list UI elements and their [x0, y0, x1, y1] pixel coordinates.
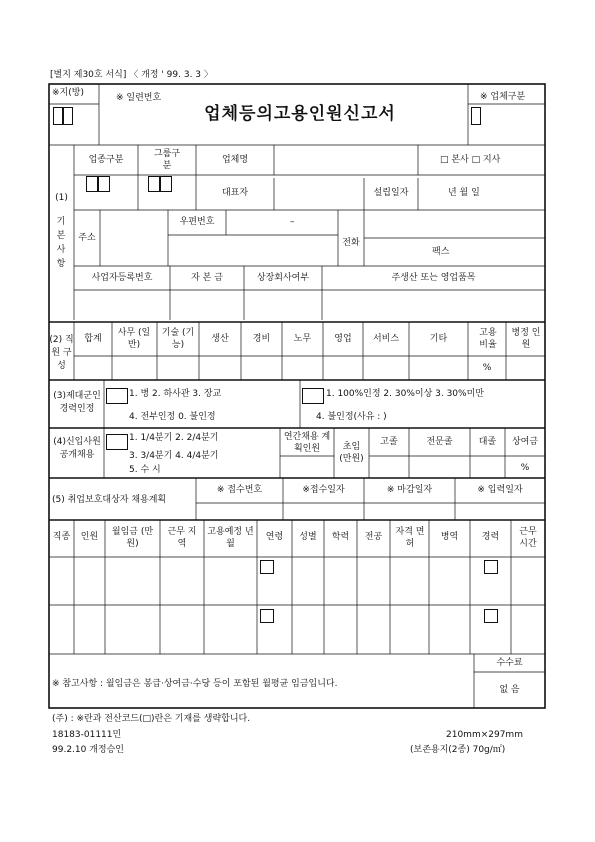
form-header: [별지 제30호 서식] 〈 개정 ' 99. 3. 3 〉: [50, 70, 213, 80]
hire-options-1: 1. 1/4분기 2. 2/4분기: [129, 433, 219, 443]
established-label: 설립일자: [373, 188, 409, 198]
group-code-box-2[interactable]: [160, 176, 172, 192]
staff-col-production: 생산: [211, 334, 229, 344]
postal-label: 우편번호: [179, 217, 215, 227]
plan-col-age: 연령: [265, 532, 284, 542]
deadline-label: ※ 마감일자: [386, 485, 433, 495]
group-code-box-1[interactable]: [148, 176, 160, 192]
receipt-date-label: ※접수일자: [302, 485, 345, 495]
postal-dash: –: [290, 217, 295, 227]
plan-col-military: 병역: [440, 532, 459, 542]
fax-label: 팩스: [432, 247, 450, 257]
basic-side-label: 기본사항: [56, 217, 66, 269]
high-school-label: 고졸: [380, 437, 398, 447]
plan-col-license: 자격 면허: [395, 527, 425, 549]
starting-pay-label: 초임 (만원): [339, 442, 364, 464]
group-type-label: 그룹구분: [153, 149, 181, 171]
hire-options-3: 5. 수 시: [129, 465, 161, 475]
plan-col-wage: 월임금 (만원): [111, 527, 154, 549]
biz-reg-label: 사업자등록번호: [91, 273, 153, 283]
plan-col-hours: 근무 시간: [519, 527, 537, 549]
page-title: 업체등의고용인원신고서: [204, 104, 396, 124]
veteran-side-label: (3)제대군인 경력인정: [53, 391, 101, 414]
hire-options-2: 3. 3/4분기 4. 4/4분기: [129, 451, 219, 461]
region-label: ※지(방): [52, 88, 84, 98]
entry-date-label: ※ 입력일자: [477, 485, 523, 495]
staff-col-sales: 영업: [334, 334, 352, 344]
plan-col-job: 직종: [52, 532, 71, 542]
region-code-box-1[interactable]: [53, 107, 63, 125]
hq-branch-options[interactable]: □ 본사 □ 지사: [440, 155, 501, 165]
veteran-code-box-1[interactable]: [106, 388, 128, 404]
staff-col-labor: 노무: [293, 334, 312, 344]
staff-side-label: (2) 직원 구성: [49, 335, 74, 371]
plan-col-region: 근무 지역: [167, 527, 197, 549]
company-type-code-box[interactable]: [471, 107, 481, 125]
veteran-code-box-2[interactable]: [302, 388, 324, 404]
region-code-box-2[interactable]: [63, 107, 73, 125]
university-label: 대졸: [478, 437, 497, 447]
career-code-box-1[interactable]: [484, 560, 498, 574]
hire-code-box[interactable]: [106, 434, 128, 450]
veteran-options-3: 1. 100%인정 2. 30%이상 3. 30%미만: [326, 389, 484, 399]
plan-col-gender: 성별: [299, 532, 317, 542]
address-label: 주소: [78, 233, 96, 243]
reference-note: ※ 참고사항 : 월임금은 봉급·상여금·수당 등이 포함된 월평균 임금입니다.: [52, 679, 338, 689]
staff-col-tech: 기술 (기능): [161, 328, 195, 350]
plan-col-hire-date: 고용예정 년월: [207, 527, 254, 549]
service-side-label: (5) 취업보호대상자 채용계획: [52, 495, 167, 505]
fee-label: 수수료: [496, 658, 523, 668]
fee-value: 없 음: [499, 685, 520, 695]
staff-col-security: 경비: [252, 334, 271, 344]
plan-col-major: 전공: [364, 532, 383, 542]
annual-plan-label: 연간채용 계획인원: [283, 432, 331, 454]
veteran-options-2: 4. 전부인정 0. 불인정: [129, 412, 216, 422]
representative-label: 대표자: [221, 188, 249, 198]
plan-col-career: 경력: [481, 532, 500, 542]
approval-date: 99.2.10 개정승인: [52, 745, 124, 755]
staff-col-ratio: 고용 비율: [479, 328, 497, 350]
plan-col-education: 학력: [331, 532, 350, 542]
paper-type: (보존용지(2종) 70g/㎡): [410, 745, 506, 755]
plan-col-headcount: 인원: [80, 532, 99, 542]
capital-label: 자 본 금: [191, 273, 223, 283]
staff-col-office: 사무 (일반): [117, 328, 151, 350]
phone-label: 전화: [342, 238, 360, 248]
products-label: 주생산 또는 영업품목: [391, 273, 476, 283]
age-code-box-1[interactable]: [260, 560, 274, 574]
form-code: 18183-01111민: [52, 730, 122, 740]
veteran-options-1: 1. 병 2. 하사관 3. 장교: [129, 389, 222, 399]
industry-code-box-2[interactable]: [98, 176, 110, 192]
bonus-percent: %: [520, 463, 530, 473]
basic-number: (1): [55, 193, 68, 203]
bonus-label: 상여금: [511, 437, 539, 447]
serial-label: ※ 일련번호: [116, 93, 162, 103]
veteran-options-4: 4. 불인정(사유 : ): [316, 412, 387, 422]
paper-size: 210mm×297mm: [446, 730, 523, 740]
listed-label: 상장회사여부: [256, 273, 310, 283]
industry-code-box-1[interactable]: [86, 176, 98, 192]
staff-col-service: 서비스: [372, 334, 400, 344]
staff-col-other: 기타: [429, 334, 448, 344]
staff-col-military: 병정 인원: [511, 328, 541, 350]
company-type-label: ※ 업체구분: [480, 92, 526, 102]
remark: (주) : ※란과 전산코드(□)란은 기재를 생략합니다.: [52, 714, 251, 724]
staff-col-total: 합계: [84, 334, 102, 344]
established-ymd: 년 월 일: [448, 188, 480, 198]
company-name-label: 업체명: [221, 155, 249, 165]
career-code-box-2[interactable]: [484, 609, 498, 623]
staff-ratio-percent: %: [482, 363, 492, 373]
age-code-box-2[interactable]: [260, 609, 274, 623]
college-label: 전문졸: [426, 437, 453, 447]
industry-type-label: 업종구분: [88, 155, 124, 165]
hire-side-label: (4)신입사원 공개채용: [53, 437, 101, 460]
receipt-no-label: ※ 접수번호: [216, 485, 263, 495]
